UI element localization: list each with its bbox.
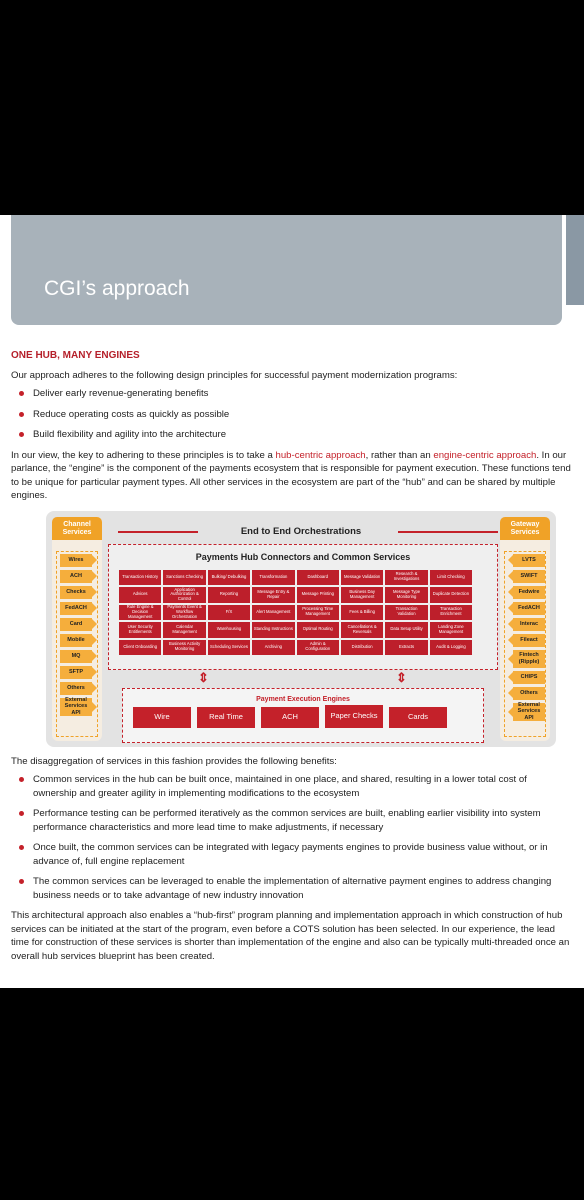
benefits-intro: The disaggregation of services in this fashion provides the following benefits: — [11, 755, 337, 767]
list-item: Reduce operating costs as quickly as possible — [11, 408, 573, 422]
hub-service-cell: Bulking/ Debulking — [208, 570, 250, 586]
gateway-chip: Interac — [513, 618, 545, 631]
view-text-3: . In our parlance, the “engine” is the component of the payments ecosystem that is responsible for payment execution. These functions tend to be unique for particular payment types. All other services in the ecosystem are part of the “hub” and can be shared by multiple engines. — [11, 449, 571, 501]
decorative-strip — [566, 215, 584, 305]
gateway-chip: SWIFT — [513, 570, 545, 583]
hub-centric-link[interactable]: hub-centric approach — [275, 449, 366, 461]
orchestration-title: End to End Orchestrations — [240, 525, 362, 537]
hub-service-cell: Fees & Billing — [341, 605, 383, 621]
hub-service-cell: Payments Event & Workflow Orchestration — [163, 605, 205, 621]
article-body — [11, 349, 573, 968]
channel-chip: MQ — [60, 650, 92, 663]
gateway-services-title: Gateway Services — [500, 517, 550, 540]
engine-centric-link[interactable]: engine-centric approach — [433, 449, 537, 461]
payment-engines-box — [122, 688, 484, 743]
hub-service-cell: Sanctions Checking — [163, 570, 205, 586]
header-banner — [11, 215, 562, 325]
view-text-1: In our view, the key to adhering to these principles is to take a — [11, 449, 276, 461]
channel-list — [56, 551, 98, 737]
gateway-list — [504, 551, 546, 737]
list-item: Once built, the common services can be integrated with legacy payments engines to provide business value without, or in advance of, full engine replacement — [11, 841, 573, 868]
gateway-chip: Others — [513, 687, 545, 700]
hub-service-cell: Duplicate Detection — [430, 587, 472, 603]
hub-service-cell: Cancellations & Reversals — [341, 622, 383, 638]
hub-service-cell: Business Activity Monitoring — [163, 640, 205, 656]
hub-service-cell: Limit Checking — [430, 570, 472, 586]
hub-service-cell: Advices — [119, 587, 161, 603]
hub-service-cell: Transaction Validation — [385, 605, 427, 621]
up-down-arrow-icon: ⇕ — [396, 669, 407, 685]
gateway-chip: LVTS — [513, 554, 545, 567]
architecture-diagram — [46, 511, 556, 747]
gateway-chip: External Services API — [513, 703, 545, 721]
hub-service-cell: Transaction History — [119, 570, 161, 586]
hub-service-cell: Processing Time Management — [297, 605, 339, 621]
hub-services-box — [108, 544, 498, 670]
hub-service-cell: Client Onboarding — [119, 640, 161, 656]
channel-services-title: Channel Services — [52, 517, 102, 540]
hub-service-cell: Distribution — [341, 640, 383, 656]
channel-chip: SFTP — [60, 666, 92, 679]
channel-chip: Others — [60, 682, 92, 695]
benefits-list — [11, 773, 573, 902]
view-text-2: , rather than an — [365, 449, 434, 461]
gateway-chip: Fintech (Ripple) — [513, 650, 545, 668]
principles-list — [11, 387, 573, 442]
hub-service-cell: Extracts — [385, 640, 427, 656]
engine-box: Real Time — [197, 707, 255, 728]
engine-box: Wire — [133, 707, 191, 728]
hub-service-cell: Optimal Routing — [297, 622, 339, 638]
hub-service-cell: Reporting — [208, 587, 250, 603]
hub-service-cell: Admin & Configuration — [297, 640, 339, 656]
channel-chip: FedACH — [60, 602, 92, 615]
hub-service-cell: Standing Instructions — [252, 622, 294, 638]
section-title: ONE HUB, MANY ENGINES — [11, 350, 140, 361]
gateway-chip: Fileact — [513, 634, 545, 647]
view-paragraph — [11, 449, 573, 503]
list-item: Common services in the hub can be built once, maintained in one place, and shared, resulting in a lower total cost of ownership and greater agility in implementing modifications to the ecosystem — [11, 773, 573, 800]
channel-chip: ACH — [60, 570, 92, 583]
closing-paragraph: This architectural approach also enables a “hub-first” program planning and implementation approach in which construction of hub services can be initiated at the start of the program, even before a COTS solution has been selected. In our experience, the lead time for construction of these services is shorter than implementation of the engine and also can be typically multi-threaded once an overall hub services blueprint has been created. — [11, 910, 570, 962]
hub-services-grid — [119, 570, 472, 656]
channel-chip: External Services API — [60, 698, 92, 716]
hub-service-cell: Scheduling Services — [208, 640, 250, 656]
hub-service-cell: Message Type Monitoring — [385, 587, 427, 603]
orchestration-line-right — [398, 531, 498, 533]
payment-engines-title: Payment Execution Engines — [256, 695, 350, 703]
up-down-arrow-icon: ⇕ — [198, 669, 209, 685]
channel-chip: Card — [60, 618, 92, 631]
hub-service-cell: Transformation — [252, 570, 294, 586]
hub-service-cell: Transaction Enrichment — [430, 605, 472, 621]
channel-chip: Checks — [60, 586, 92, 599]
hub-service-cell: Dashboard — [297, 570, 339, 586]
page-title: CGI’s approach — [44, 277, 190, 300]
hub-service-cell: Audit & Logging — [430, 640, 472, 656]
list-item: The common services can be leveraged to enable the implementation of alternative payment engines to address changing business needs or to take advantage of new industry innovation — [11, 875, 573, 902]
hub-service-cell: Archiving — [252, 640, 294, 656]
channel-services-panel — [52, 517, 102, 741]
hub-service-cell: Data Setup Utility — [385, 622, 427, 638]
document-page — [0, 215, 584, 988]
hub-service-cell: Message Printing — [297, 587, 339, 603]
engine-box: Cards — [389, 707, 447, 728]
engine-box: ACH — [261, 707, 319, 728]
hub-service-cell: Calendar Management — [163, 622, 205, 638]
hub-service-cell: Message Entry & Repair — [252, 587, 294, 603]
gateway-chip: Fedwire — [513, 586, 545, 599]
hub-title: Payments Hub Connectors and Common Services — [195, 551, 411, 562]
hub-service-cell: Business Day Management — [341, 587, 383, 603]
list-item: Deliver early revenue-generating benefits — [11, 387, 573, 401]
hub-service-cell: Landing Zone Management — [430, 622, 472, 638]
hub-service-cell: Research & Investigations — [385, 570, 427, 586]
payment-engines-row — [133, 707, 447, 728]
hub-service-cell: User Security Entitlements — [119, 622, 161, 638]
hub-service-cell: Message Validation — [341, 570, 383, 586]
hub-service-cell: Warehousing — [208, 622, 250, 638]
gateway-chip: FedACH — [513, 602, 545, 615]
hub-service-cell: Rule Engine & Decision Management — [119, 605, 161, 621]
channel-chip: Wires — [60, 554, 92, 567]
hub-service-cell: F/X — [208, 605, 250, 621]
hub-service-cell: Application Authorization & Control — [163, 587, 205, 603]
list-item: Build flexibility and agility into the architecture — [11, 428, 573, 442]
channel-chip: Mobile — [60, 634, 92, 647]
engine-box: Paper Checks — [325, 705, 383, 728]
gateway-chip: CHIPS — [513, 671, 545, 684]
list-item: Performance testing can be performed iteratively as the common services are built, enabling earlier visibility into system performance characteristics and more lead time to make adjustments, if necessary — [11, 807, 573, 834]
intro-paragraph: Our approach adheres to the following design principles for successful payment modernization programs: — [11, 369, 458, 381]
hub-service-cell: Alert Management — [252, 605, 294, 621]
gateway-services-panel — [500, 517, 550, 741]
